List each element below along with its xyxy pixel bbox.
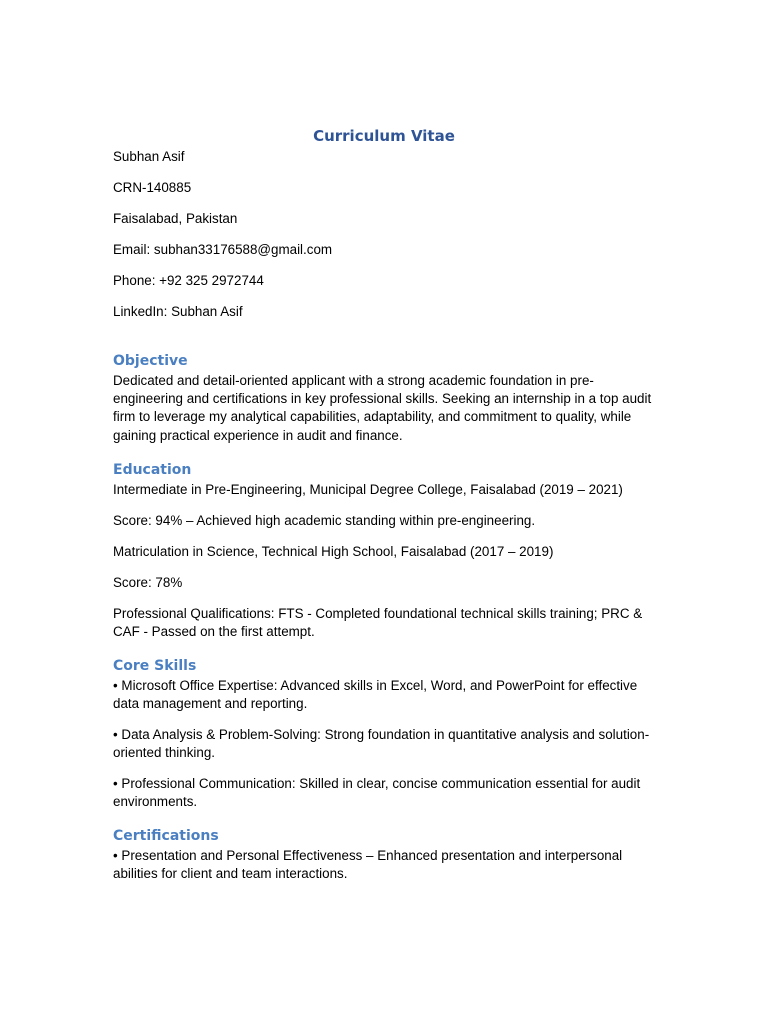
cv-page xyxy=(113,124,653,883)
objective-text: Dedicated and detail-oriented applicant with a strong academic foundation in pre-engineering and certifications in key professional skills. Seeking an internship in a top audit firm to leverage my analytical capabilities, adaptability, and commitment to quality, while gaining practical experience in audit and finance. xyxy=(113,373,652,443)
core-skills-section xyxy=(113,655,653,811)
contact-block xyxy=(113,148,653,321)
contact-location: Faisalabad, Pakistan xyxy=(113,211,238,226)
skill-item: • Data Analysis & Problem-Solving: Strong foundation in quantitative analysis and solution-oriented thinking. xyxy=(113,726,650,760)
objective-heading: Objective xyxy=(113,353,188,369)
education-heading: Education xyxy=(113,461,192,478)
skill-item: • Professional Communication: Skilled in clear, concise communication essential for audit environments. xyxy=(113,775,641,809)
contact-linkedin: LinkedIn: Subhan Asif xyxy=(113,304,243,319)
certification-item: • Presentation and Personal Effectiveness – Enhanced presentation and interpersonal abilities for client and team interactions. xyxy=(113,847,623,881)
education-item: Matriculation in Science, Technical High School, Faisalabad (2017 – 2019) xyxy=(113,543,554,559)
education-item: Score: 94% – Achieved high academic standing within pre-engineering. xyxy=(113,512,536,528)
education-section xyxy=(113,459,653,641)
contact-name: Subhan Asif xyxy=(113,149,185,164)
core-skills-heading: Core Skills xyxy=(113,657,197,674)
contact-crn: CRN-140885 xyxy=(113,180,192,195)
contact-email: Email: subhan33176588@gmail.com xyxy=(113,242,333,257)
education-item: Professional Qualifications: FTS - Completed foundational technical skills training; PRC & CAF - Passed on the first attempt. xyxy=(113,605,643,639)
document-title: Curriculum Vitae xyxy=(313,127,455,145)
certifications-heading: Certifications xyxy=(113,827,219,844)
skill-item: • Microsoft Office Expertise: Advanced skills in Excel, Word, and PowerPoint for effective data management and reporting. xyxy=(113,677,638,711)
contact-phone: Phone: +92 325 2972744 xyxy=(113,273,264,288)
education-item: Intermediate in Pre-Engineering, Municipal Degree College, Faisalabad (2019 – 2021) xyxy=(113,481,623,497)
education-item: Score: 78% xyxy=(113,574,183,590)
objective-section xyxy=(113,350,653,445)
certifications-section xyxy=(113,825,653,883)
